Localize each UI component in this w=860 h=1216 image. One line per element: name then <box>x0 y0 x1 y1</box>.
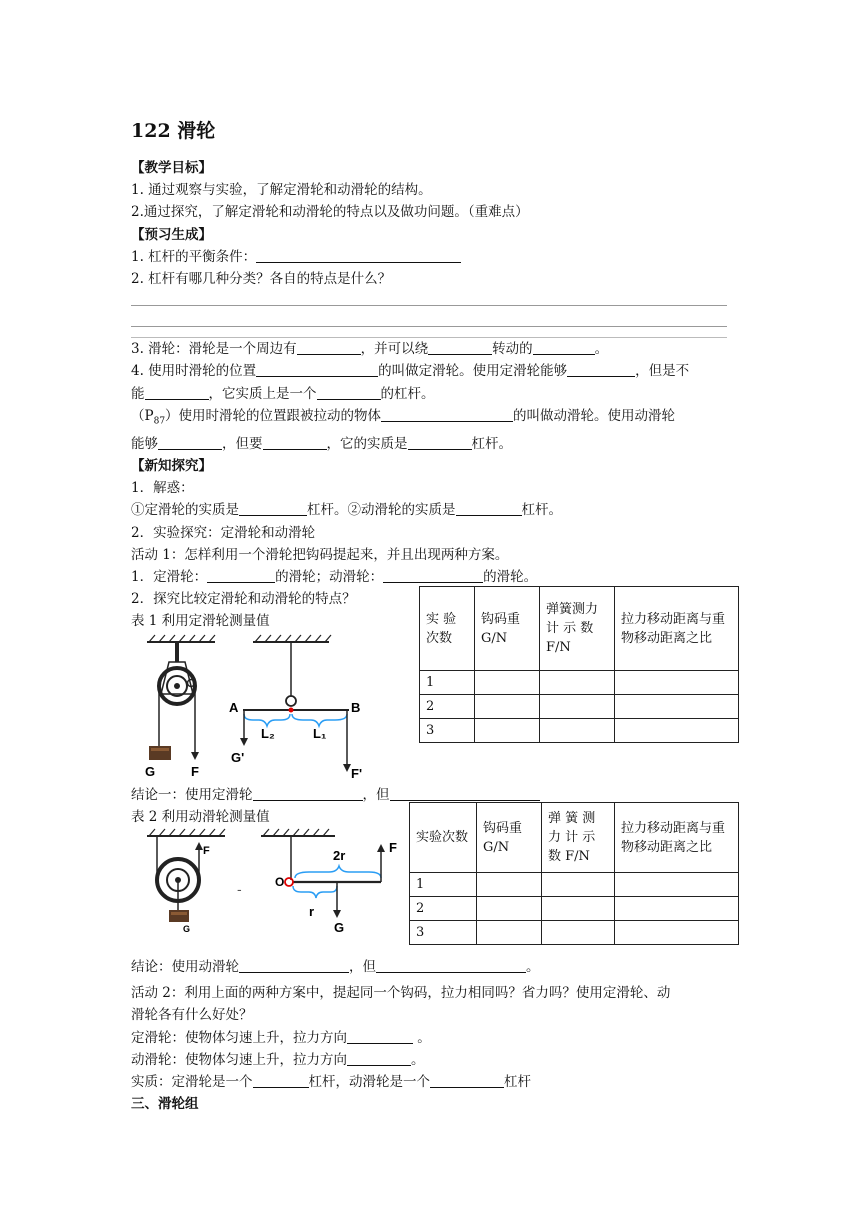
blank[interactable] <box>456 501 522 516</box>
table1-cell[interactable] <box>475 719 540 743</box>
blank[interactable] <box>263 435 327 450</box>
table1-cell[interactable] <box>615 719 739 743</box>
table1-cell[interactable] <box>540 695 615 719</box>
fig2-label-F: F <box>203 845 210 858</box>
blank[interactable] <box>253 1073 309 1088</box>
page-title: 122 滑轮 <box>131 120 216 142</box>
fig1-label-B: B <box>351 700 361 716</box>
table2-header-1: 实验次数 <box>410 803 477 873</box>
answer-line[interactable] <box>131 306 727 327</box>
fixed-pulley-direction <box>131 1027 731 1049</box>
table1 <box>419 586 739 743</box>
activity-2-line2: 滑轮各有什么好处？ <box>131 1007 253 1024</box>
table1-header-4: 拉力移动距离与重物移动距离之比 <box>615 587 739 671</box>
movable-pulley-direction <box>131 1049 731 1071</box>
preview-q2: 2. 杠杆有哪几种分类？各自的特点是什么？ <box>131 271 392 288</box>
l2-text-2: 杠杆。②动滑轮的实质是 <box>307 502 456 519</box>
table2-cell[interactable] <box>542 921 615 945</box>
blank[interactable] <box>145 385 209 400</box>
table1-cell[interactable] <box>540 671 615 695</box>
l5-text-1: 1．定滑轮： <box>131 568 208 585</box>
table2-cell[interactable] <box>615 897 739 921</box>
explore-l2 <box>131 499 731 521</box>
fig1-label-F: F <box>191 764 199 780</box>
concl2-text-1: 结论：使用动滑轮 <box>131 959 239 976</box>
table2-cell[interactable] <box>542 897 615 921</box>
explore-l1: 1．解惑： <box>131 480 194 497</box>
blank[interactable] <box>239 958 349 973</box>
q5b-text-2: ，但要 <box>222 435 263 452</box>
l5-text-2: 的滑轮；动滑轮： <box>275 568 384 585</box>
q3-text-4: 。 <box>594 341 609 358</box>
q4-text-1: 4. 使用时滑轮的位置 <box>131 363 257 380</box>
blank[interactable] <box>408 435 472 450</box>
table1-cell[interactable] <box>540 719 615 743</box>
fig2-label-r: r <box>309 904 315 920</box>
blank[interactable] <box>253 786 363 801</box>
table2-header-4: 拉力移动距离与重物移动距离之比 <box>615 803 739 873</box>
l2-text-1: ①定滑轮的实质是 <box>131 502 239 519</box>
q5-text-2: 的叫做动滑轮。使用动滑轮 <box>513 407 676 424</box>
l2-text-3: 杠杆。 <box>521 502 562 519</box>
table2-cell[interactable] <box>477 921 542 945</box>
fig2-label-2r: 2r <box>333 848 346 864</box>
worksheet <box>131 112 731 1115</box>
table1-header-3: 弹簧测力 计 示 数 F/N <box>540 587 615 671</box>
movable-text-1: 动滑轮：使物体匀速上升，拉力方向 <box>131 1051 347 1068</box>
table2-caption: 表 2 利用动滑轮测量值 <box>131 809 270 826</box>
blank[interactable] <box>376 958 526 973</box>
q3-text-3: 转动的 <box>492 341 533 358</box>
q5b-text-1: 能够 <box>131 435 158 452</box>
table1-row-3: 3 <box>420 719 475 743</box>
answer-line[interactable] <box>131 290 727 306</box>
movable-pulley-block <box>131 806 731 982</box>
q5-text-1: ）使用时滑轮的位置跟被拉动的物体 <box>165 407 382 424</box>
q4b-text-2: ，它实质上是一个 <box>208 385 317 402</box>
answer-line[interactable] <box>131 327 727 338</box>
conclusion-2 <box>131 956 540 978</box>
table2-header-2: 钩码重 G/N <box>477 803 542 873</box>
fixed-pulley-block <box>131 588 731 804</box>
blank[interactable] <box>256 248 461 263</box>
q4b-text-3: 的杠杆。 <box>380 385 435 402</box>
fig1-label-L2: L₂ <box>261 726 275 742</box>
q5b-text-4: 杠杆。 <box>471 435 512 452</box>
q5-page-sub: 87 <box>153 416 166 427</box>
fig1-label-G: G <box>145 764 156 780</box>
table1-row-2: 2 <box>420 695 475 719</box>
preview-q1-text: 1. 杠杆的平衡条件： <box>131 248 257 265</box>
essence-text-2: 杠杆，动滑轮是一个 <box>308 1073 430 1090</box>
q5b-text-3: ，它的实质是 <box>326 435 408 452</box>
essence-text-3: 杠杆 <box>504 1073 531 1090</box>
blank[interactable] <box>239 501 307 516</box>
table2-cell[interactable] <box>615 873 739 897</box>
objective-2: 2.通过探究，了解定滑轮和动滑轮的特点以及做功问题。（重难点） <box>131 204 529 221</box>
table1-cell[interactable] <box>475 695 540 719</box>
q5-prefix: （P <box>131 407 154 424</box>
activity-2-line1: 活动 2：利用上面的两种方案中，提起同一个钩码，拉力相同吗？省力吗？使用定滑轮、动 <box>131 985 671 1002</box>
preview-q5a <box>131 405 731 433</box>
fig2-dash: - <box>237 881 242 898</box>
table2 <box>409 802 739 945</box>
fixed-text-1: 定滑轮：使物体匀速上升，拉力方向 <box>131 1029 347 1046</box>
blank[interactable] <box>297 340 361 355</box>
blank[interactable] <box>158 435 222 450</box>
blank[interactable] <box>567 362 635 377</box>
table1-caption: 表 1 利用定滑轮测量值 <box>131 613 270 630</box>
blank[interactable] <box>347 1029 413 1044</box>
preview-q3 <box>131 338 731 360</box>
concl1-text-1: 结论一：使用定滑轮 <box>131 787 253 804</box>
l5-text-3: 的滑轮。 <box>483 568 538 585</box>
blank[interactable] <box>256 362 378 377</box>
table2-cell[interactable] <box>542 873 615 897</box>
table1-cell[interactable] <box>615 671 739 695</box>
q4-text-3: ，但是不 <box>635 363 690 380</box>
blank[interactable] <box>347 1051 411 1066</box>
blank[interactable] <box>428 340 492 355</box>
objectives-heading: 【教学目标】 <box>131 160 212 176</box>
fig1-label-A: A <box>229 700 239 716</box>
blank[interactable] <box>430 1073 504 1088</box>
table2-cell[interactable] <box>477 897 542 921</box>
fig2-label-F2: F <box>389 840 397 856</box>
preview-q1 <box>131 246 731 268</box>
table2-row-1: 1 <box>410 873 477 897</box>
explore-l4: 活动 1：怎样利用一个滑轮把钩码提起来，并且出现两种方案。 <box>131 546 509 563</box>
concl1-text-2: ，但 <box>362 787 390 804</box>
blank[interactable] <box>390 786 540 801</box>
concl2-text-2: ，但 <box>349 959 376 976</box>
essence-line <box>131 1071 731 1093</box>
explore-l6: 2．探究比较定滑轮和动滑轮的特点？ <box>131 591 356 608</box>
table2-row-2: 2 <box>410 897 477 921</box>
preview-heading: 【预习生成】 <box>131 226 212 243</box>
blank[interactable] <box>383 568 483 583</box>
table1-header-1: 实 验次数 <box>420 587 475 671</box>
fig1-label-L1: L₁ <box>313 726 327 742</box>
q3-text-2: ，并可以绕 <box>360 341 429 358</box>
preview-q4b <box>131 383 731 405</box>
blank[interactable] <box>207 568 275 583</box>
blank[interactable] <box>381 407 513 422</box>
table1-cell[interactable] <box>615 695 739 719</box>
table2-header-3: 弹 簧 测 力 计 示 数 F/N <box>542 803 615 873</box>
table2-cell[interactable] <box>615 921 739 945</box>
table1-cell[interactable] <box>475 671 540 695</box>
fig2-label-O: O <box>275 875 285 890</box>
fixed-text-2: 。 <box>413 1029 431 1046</box>
table1-header-2: 钩码重 G/N <box>475 587 540 671</box>
preview-q4a <box>131 360 731 382</box>
table2-row-3: 3 <box>410 921 477 945</box>
table1-row-1: 1 <box>420 671 475 695</box>
q3-text-1: 3. 滑轮：滑轮是一个周边有 <box>131 341 297 358</box>
movable-text-2: 。 <box>411 1051 425 1068</box>
explore-heading: 【新知探究】 <box>131 457 212 474</box>
section-3-heading: 三、滑轮组 <box>131 1096 199 1113</box>
concl2-text-3: 。 <box>526 959 540 976</box>
table2-cell[interactable] <box>477 873 542 897</box>
fig2-label-G: G <box>183 924 191 935</box>
fixed-pulley-figure <box>131 634 371 784</box>
blank[interactable] <box>317 385 381 400</box>
blank[interactable] <box>533 340 595 355</box>
q4-text-2: 的叫做定滑轮。使用定滑轮能够 <box>378 363 568 380</box>
explore-l5 <box>131 566 731 588</box>
fig1-label-Fp: F' <box>351 766 363 782</box>
essence-text-1: 实质：定滑轮是一个 <box>131 1073 253 1090</box>
objective-1: 1. 通过观察与实验，了解定滑轮和动滑轮的结构。 <box>131 182 432 199</box>
preview-q5b <box>131 433 731 455</box>
explore-l3: 2．实验探究：定滑轮和动滑轮 <box>131 524 316 541</box>
movable-pulley-figure <box>131 828 411 960</box>
fig1-label-Gp: G' <box>231 750 245 766</box>
q4b-text-1: 能 <box>131 385 145 402</box>
fig2-label-G2: G <box>334 920 345 936</box>
